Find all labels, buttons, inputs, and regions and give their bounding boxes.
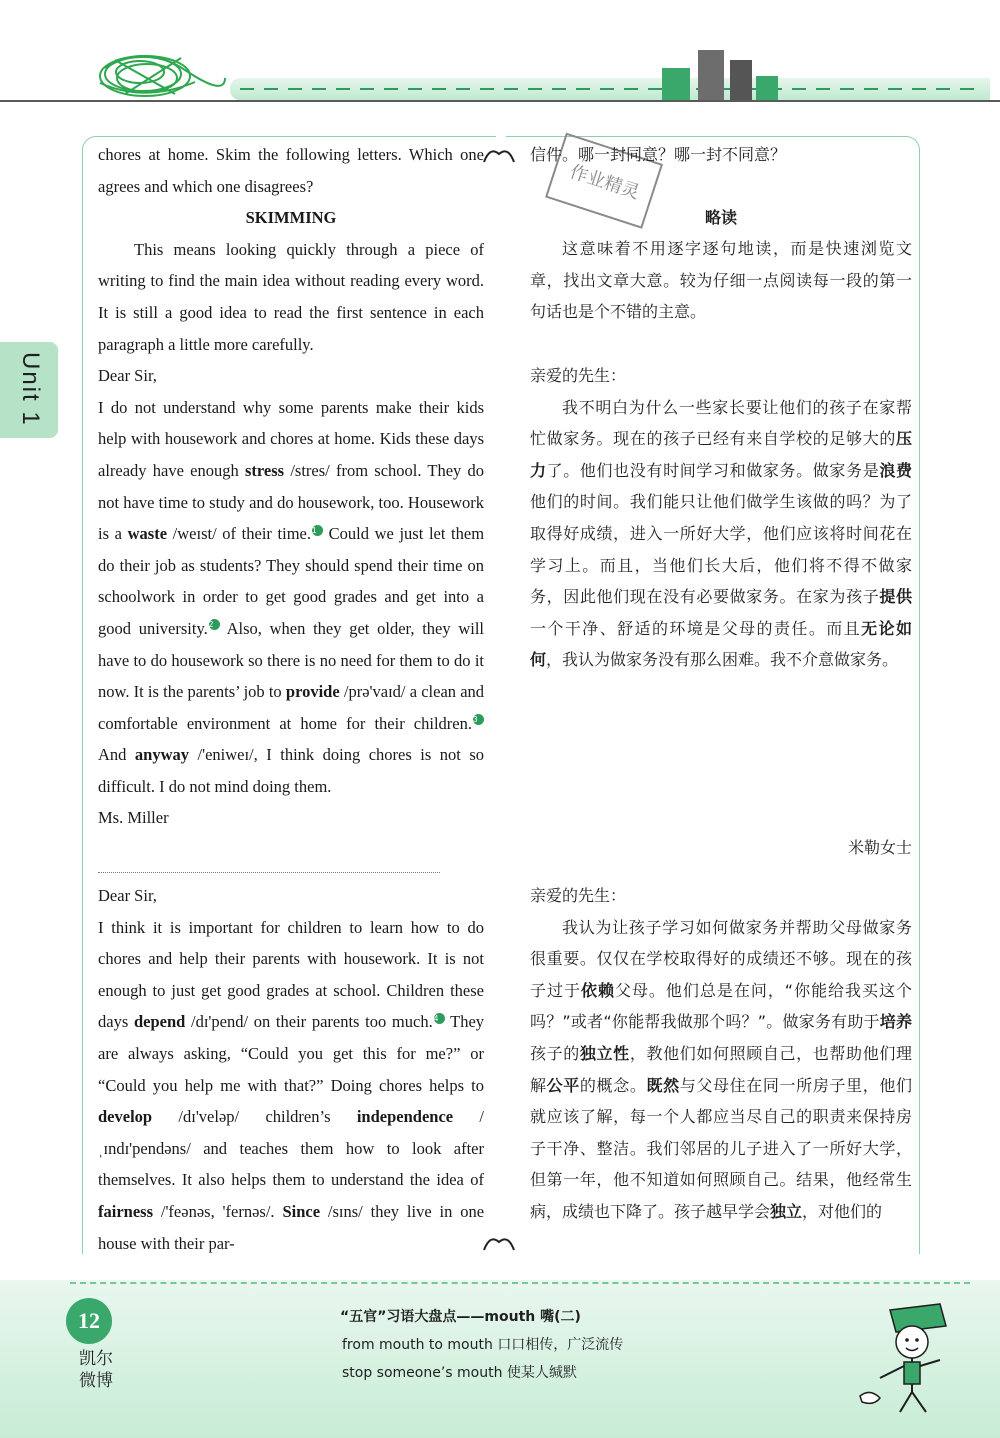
letter1-signature: Ms. Miller xyxy=(98,808,169,828)
letter2-greeting: Dear Sir, xyxy=(98,886,157,905)
keyword-fairness: fairness xyxy=(98,1201,153,1221)
zh-skimming-heading: 略读 xyxy=(704,207,737,227)
zh-keyword: 依赖 xyxy=(580,980,615,1000)
zh-keyword: 独立 xyxy=(770,1201,803,1221)
zh-keyword: 独立性 xyxy=(579,1043,630,1063)
english-intro xyxy=(98,139,484,834)
zh-intro-text: 信件。哪一封同意？哪一封不同意？ xyxy=(530,145,787,164)
zh-letter1-greeting: 亲爱的先生： xyxy=(530,366,627,385)
idiom-title: “五官”习语大盘点——mouth 嘴(二) xyxy=(340,1309,581,1325)
zh-letter1-signature: 米勒女士 xyxy=(847,838,912,857)
keyword-waste: waste xyxy=(127,524,168,544)
idiom-line-1: from mouth to mouth 口口相传，广泛流传 xyxy=(342,1337,624,1353)
buildings-icon xyxy=(660,40,780,102)
letter2-body: I think it is important for children to learn how to do chores and help their parents with housework. It is not enough to just get good grades at school. Children these days depend /dɪ'pend/ on their parents too much.4 They are always asking, “Could you get this for me?” or “Could you help me with that?” Doing chores helps to develop /dɪ'veləp/ children’s independence /ˌɪndɪ'pendəns/ and teaches them how to look after themselves. It also helps them to understand the idea of fairness /'feənəs, 'fernəs/. Since /sɪns/ they live in one house with their par- xyxy=(98,917,485,1253)
header-dash-band xyxy=(230,78,990,100)
keyword-depend: depend xyxy=(133,1012,186,1032)
unit-tab-label: Unit 1 xyxy=(17,352,44,427)
skimming-heading: SKIMMING xyxy=(245,208,337,228)
letter1-body: I do not understand why some parents make their kids help with housework and chores at home. Kids these days already have enough stress /stres/ from school. They do not have time to study and do housework, too. Housework is a waste /weɪst/ of their time.1 Could we just let them do their job as students? They should spend their time on schoolwork in order to get good grades and get into a good university.2 Also, when they get older, they will have to do housework so there is no need for them to do it now. It is the parents’ job to provide /prə'vaɪd/ a clean and comfortable environment at home for their children.3 And anyway /'eniweɪ/, I think doing chores is not so difficult. I do not mind doing them. xyxy=(98,397,485,796)
keyword-stress: stress xyxy=(244,460,285,480)
english-letter2 xyxy=(98,880,484,1259)
footer-dash xyxy=(70,1282,970,1284)
chinese-letter1 xyxy=(530,360,912,676)
letter-divider xyxy=(98,872,440,873)
skimming-body: This means looking quickly through a piece of writing to find the main idea without reading every word. It is still a good idea to read the first sentence in each paragraph a little more carefully. xyxy=(98,239,484,354)
note-marker: 4 xyxy=(434,1013,445,1024)
intro-text: chores at home. Skim the following letters. Which one agrees and which one disagrees? xyxy=(98,145,484,196)
zh-letter1-body: 我不明白为什么一些家长要让他们的孩子在家帮忙做家务。现在的孩子已经有来自学校的足够大的压力了。他们也没有时间学习和做家务。做家务是浪费他们的时间。我们能只让他们做学生该做的吗？为了取得好成绩，进入一所好大学，他们应该将时间花在学习上。而且，当他们长大后，他们将不得不做家务，因此他们现在没有必要做家务。在家为孩子提供一个干净、舒适的环境是父母的责任。而且无论如何，我认为做家务没有那么困难。我不介意做家务。 xyxy=(530,397,912,670)
zh-letter2-body: 我认为让孩子学习如何做家务并帮助父母做家务很重要。仅仅在学校取得好的成绩还不够。现在的孩子过于依赖父母。他们总是在问，“你能给我买这个吗？”或者“你能帮我做那个吗？”。做家务有助于培养孩子的独立性，教他们如何照顾自己，也帮助他们理解公平的概念。既然与父母住在同一所房子里，他们就应该了解，每一个人都应当尽自己的职责来保持房子干净、整洁。我们邻居的儿子进入了一所好大学，但第一年，他不知道如何照顾自己。结果，他经常生病，成绩也下降了。孩子越早学会独立，对他们的 xyxy=(530,917,912,1221)
header-rule xyxy=(0,100,1000,102)
zh-keyword: 浪费 xyxy=(879,460,912,480)
keyword-develop: develop xyxy=(98,1107,153,1127)
cartoon-student-icon xyxy=(850,1300,960,1420)
brand-label: 凯尔 微博 xyxy=(79,1349,113,1391)
chinese-intro xyxy=(530,139,912,328)
note-marker: 3 xyxy=(473,714,484,725)
page-number: 12 xyxy=(66,1298,112,1344)
note-marker: 2 xyxy=(209,619,220,630)
zh-keyword: 既然 xyxy=(646,1075,680,1095)
keyword-independence: independence xyxy=(356,1107,454,1127)
zh-keyword: 提供 xyxy=(879,587,912,607)
scribble-decoration-icon xyxy=(85,48,235,102)
letter1-greeting: Dear Sir, xyxy=(98,366,157,386)
zh-letter1-signature-wrap xyxy=(530,832,912,864)
note-marker: 1 xyxy=(312,525,323,536)
keyword-anyway: anyway xyxy=(134,745,190,765)
zh-keyword: 培养 xyxy=(879,1012,912,1032)
chinese-letter2 xyxy=(530,880,912,1228)
zh-keyword: 无论如何 xyxy=(530,618,912,670)
idiom-line-2: stop someone’s mouth 使某人缄默 xyxy=(342,1365,577,1381)
zh-skimming-body: 这意味着不用逐字逐句地读，而是快速浏览文章，找出文章大意。较为仔细一点阅读每一段的第一句话也是个不错的主意。 xyxy=(530,239,912,322)
keyword-since: Since xyxy=(282,1201,321,1221)
top-hook-icon xyxy=(482,144,516,164)
bottom-hook-icon xyxy=(482,1232,516,1252)
zh-keyword: 公平 xyxy=(546,1075,580,1095)
stamp-text: 作业精灵 xyxy=(567,161,643,204)
zh-letter2-greeting: 亲爱的先生： xyxy=(530,886,627,905)
keyword-provide: provide xyxy=(285,682,340,702)
zh-keyword: 压力 xyxy=(530,429,912,480)
